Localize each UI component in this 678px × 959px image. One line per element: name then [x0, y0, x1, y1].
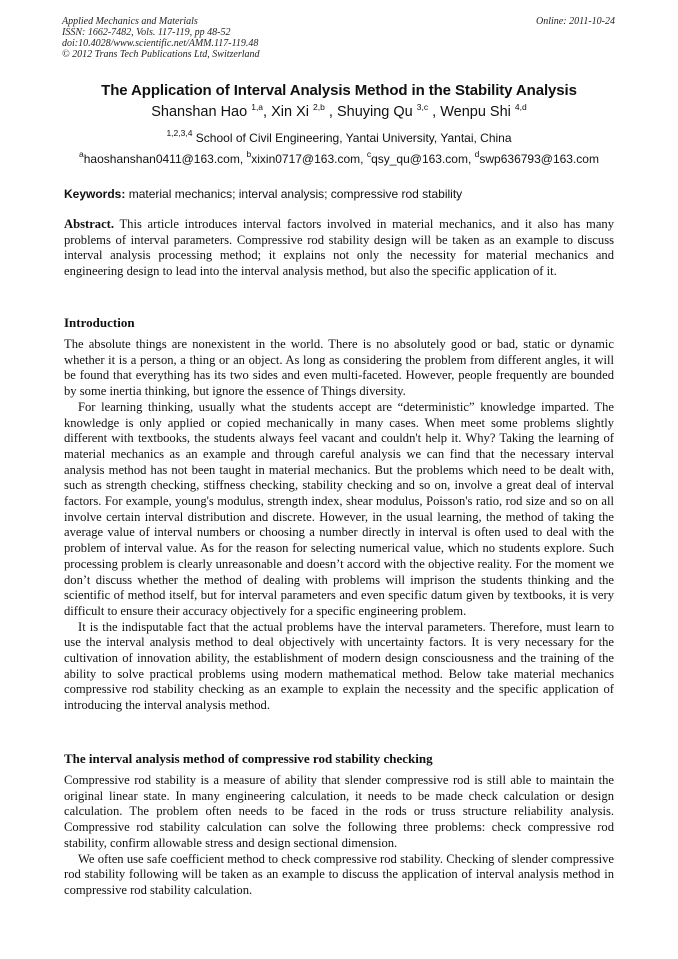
- email-address[interactable]: qsy_qu@163.com: [371, 152, 468, 166]
- author-superscript: 4,d: [514, 102, 527, 112]
- paragraph: It is the indisputable fact that the actual problems have the interval parameters. Therefore, must learn to use the interval analysis method to deal objectively with uncertainty factors. It is very necessary for the cultivation of innovation ability, the establishment of modern design consciousness and the training of the ability to solve practical problems using modern mathematical method. Below take material mechanics compressive rod stability checking as an example to explain the necessity and the specific application of introducing the interval analysis method.: [64, 619, 614, 713]
- paragraph: For learning thinking, usually what the students accept are “deterministic” knowledge imparted. The knowledge is only applied or copied mechanically in many cases. When meet some problems slightly different with textbooks, the students always feel vacant and couldn't help it. Why? Taking the learning of material mechanics as an example and through careful analysis we can find that the necessary interval analysis method has not been taught in material mechanics. But the problems which need to be dealt with, such as strength checking, stiffness checking, stability checking and so on, involve a great deal of interval factors. For example, young's modulus, strength index, shear modulus, Poisson's ratio, rod size and so on all involve certain interval distribution and discrete. However, in the usual learning, the method of taking the average value of interval numbers or choosing a number directly in interval is often used to deal with the problem of interval value. As for the reason for selecting numerical value, which no students explore. Such processing problem is clearly unreasonable and doesn’t accord with the objective reality. For the moment we don’t discuss whether the method of dealing with problems will imprison the students thinking and the scientific of method itself, but for interval parameters and even specific datum given by textbooks, it is very difficult to ensure their accuracy objectively for a specific engineering problem.: [64, 399, 614, 618]
- author-name: Xin Xi: [271, 104, 309, 120]
- section2-body: [64, 773, 614, 899]
- abstract: [64, 217, 614, 280]
- online-date: Online: 2011-10-24: [536, 16, 615, 27]
- abstract-label: Abstract.: [64, 217, 115, 231]
- journal-header: [62, 16, 618, 60]
- abstract-text: This article introduces interval factors involved in material mechanics, and it also has many problems of interval parameters. Compressive rod stability design will be taken as an example to discuss interval analysis processing method; it explains not only the necessity for material mechanics and engineering design to lead into the interval analysis method, but also the specific application of it.: [64, 217, 614, 279]
- paragraph: The absolute things are nonexistent in the world. There is no absolutely good or bad, static or dynamic whether it is a person, a thing or an object. As long as considering the problem from different angles, it will be found that everything has its two sides and even multi-faceted. However, people frequently are bounded by some inertia thinking, but ignore the essence of Things diversity.: [64, 337, 614, 399]
- email-list: $^a$haoshanshan0411@163.com, $^b$xixin0717@163.com, $^c$qsy_qu@163.com, $^d$swp636793@163.com: [79, 149, 599, 166]
- paragraph: Compressive rod stability is a measure of ability that slender compressive rod is still able to maintain the original linear state. In many engineering calculation, it needs to be made check calculation or design calculation. The problem often needs to be faced in the rods or truss structure reliability analysis. Compressive rod stability calculation can solve the following three problems: check compressive rod stability, confirm allowable stress and design sectional dimension.: [64, 773, 614, 850]
- keywords: [64, 187, 624, 201]
- journal-name: Applied Mechanics and Materials: [62, 16, 198, 27]
- keywords-label: Keywords:: [64, 187, 126, 201]
- email-superscript: d: [474, 149, 480, 159]
- paper-title: The Application of Interval Analysis Method in the Stability Analysis: [101, 82, 577, 99]
- section-heading-interval-analysis: The interval analysis method of compressive rod stability checking: [64, 751, 433, 766]
- email-superscript: c: [366, 149, 372, 159]
- author-list: Shanshan Hao $^{1,a}$, Xin Xi $^{2,b}$ , Shuying Qu $^{3,c}$ , Wenpu Shi $^{4,d}$: [151, 102, 527, 120]
- author-superscript: 3,c: [416, 102, 429, 112]
- author-name: Shanshan Hao: [151, 104, 248, 120]
- copyright-line: © 2012 Trans Tech Publications Ltd, Switzerland: [62, 49, 260, 60]
- section-heading-introduction: Introduction: [64, 315, 135, 330]
- affiliation-superscript: 1,2,3,4: [166, 128, 193, 138]
- issn-line: ISSN: 1662-7482, Vols. 117-119, pp 48-52: [62, 27, 231, 38]
- affiliation: [0, 128, 678, 145]
- keywords-text: material mechanics; interval analysis; compressive rod stability: [128, 187, 463, 201]
- affiliation-text: School of Civil Engineering, Yantai University, Yantai, China: [195, 131, 512, 145]
- author-name: Wenpu Shi: [440, 104, 511, 120]
- email-address[interactable]: swp636793@163.com: [479, 152, 599, 166]
- email-superscript: a: [79, 149, 84, 159]
- paragraph: We often use safe coefficient method to check compressive rod stability. Checking of slender compressive rod stability following will be taken as an example to discuss the application of interval analysis method in compressive rod stability calculation.: [64, 851, 614, 897]
- doi-line: doi:10.4028/www.scientific.net/AMM.117-119.48: [62, 38, 259, 49]
- introduction-body: [64, 337, 614, 714]
- author-superscript: 1,a: [251, 102, 264, 112]
- author-superscript: 2,b: [313, 102, 325, 112]
- email-address[interactable]: xixin0717@163.com: [251, 152, 361, 166]
- email-superscript: b: [246, 149, 252, 159]
- author-name: Shuying Qu: [336, 104, 413, 120]
- email-address[interactable]: haoshanshan0411@163.com: [83, 152, 240, 166]
